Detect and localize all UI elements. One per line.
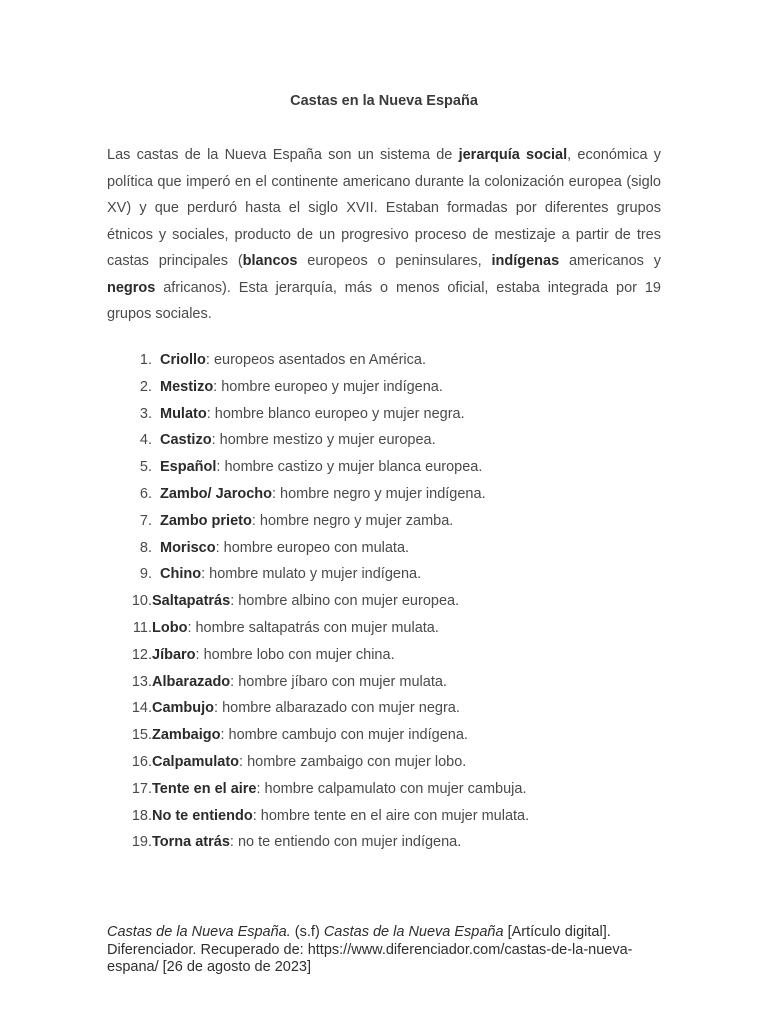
caste-name: Zambaigo [152, 727, 221, 744]
caste-name: Zambo prieto [160, 512, 252, 529]
list-item [122, 401, 682, 428]
document-title: Castas en la Nueva España [290, 93, 478, 109]
list-item-number: 16. [131, 753, 152, 770]
caste-name: No te entiendo [152, 807, 253, 824]
caste-description: : hombre mulato y mujer indígena. [201, 566, 422, 583]
list-item-body [160, 347, 426, 374]
caste-description: : hombre negro y mujer indígena. [272, 485, 486, 502]
caste-name: Español [160, 459, 217, 476]
caste-name: Criollo [160, 352, 206, 368]
intro-paragraph [107, 142, 661, 328]
list-item [122, 669, 682, 696]
list-item-body [160, 508, 453, 535]
list-item-body [152, 776, 527, 803]
caste-description: : hombre mestizo y mujer europea. [211, 432, 436, 449]
list-item-number: 2. [139, 378, 152, 395]
caste-description: : hombre castizo y mujer blanca europea. [216, 459, 483, 476]
list-item [122, 427, 682, 454]
caste-name: Mulato [160, 405, 207, 422]
list-item-number: 6. [139, 485, 152, 502]
list-item-number: 12. [131, 646, 152, 663]
list-item-number: 3. [139, 405, 152, 422]
list-item [122, 615, 682, 642]
caste-name: Zambo/ Jarocho [160, 485, 272, 502]
list-item-number: 14. [131, 700, 152, 717]
intro-bold-term: jerarquía social [458, 147, 568, 163]
caste-description: : hombre jíbaro con mujer mulata. [230, 673, 447, 690]
list-item [122, 803, 682, 830]
caste-description: : hombre albarazado con mujer negra. [214, 700, 460, 717]
list-item [122, 481, 682, 508]
list-item [122, 829, 682, 856]
intro-text: europeos o peninsulares, [297, 253, 492, 269]
caste-name: Albarazado [152, 673, 231, 690]
caste-name: Castizo [160, 432, 212, 449]
castes-list [122, 347, 682, 856]
list-item-body [160, 427, 436, 454]
caste-name: Mestizo [160, 378, 214, 395]
caste-description: : hombre tente en el aire con mujer mulata. [252, 807, 530, 824]
list-item-number: 4. [139, 432, 152, 449]
caste-description: : hombre negro y mujer zamba. [251, 512, 454, 529]
list-item-number: 7. [139, 512, 152, 529]
list-item [122, 561, 682, 588]
list-item-number: 13. [131, 673, 152, 690]
caste-description: : hombre zambaigo con mujer lobo. [239, 753, 467, 770]
citation-text: [Artículo digital]. Diferenciador. Recuperado de: https://www.diferenciador.com/castas-de-la-nueva-espana/ [26 de agosto de 2023] [107, 924, 633, 975]
list-item [122, 347, 682, 374]
citation [107, 924, 667, 977]
list-item-body [152, 669, 447, 696]
caste-name: Lobo [152, 619, 188, 636]
caste-name: Cambujo [152, 700, 215, 717]
list-item-body [160, 481, 486, 508]
list-item [122, 776, 682, 803]
list-item-number: 19. [131, 834, 152, 851]
list-item [122, 454, 682, 481]
caste-name: Morisco [160, 539, 216, 556]
list-item [122, 535, 682, 562]
citation-italic-title: Castas de la Nueva España [323, 924, 504, 940]
intro-bold-term: indígenas [491, 253, 560, 269]
intro-bold-term: blancos [242, 253, 298, 269]
caste-description: : europeos asentados en América. [205, 352, 426, 368]
list-item-body [152, 642, 395, 669]
list-item [122, 749, 682, 776]
intro-text: americanos y [559, 253, 661, 269]
list-item-body [152, 588, 459, 615]
list-item-body [160, 374, 443, 401]
list-item-body [152, 829, 461, 856]
list-item [122, 588, 682, 615]
list-item [122, 374, 682, 401]
caste-description: : hombre calpamulato con mujer cambuja. [256, 780, 527, 797]
list-item-number: 9. [139, 566, 152, 583]
list-item-body [152, 722, 468, 749]
list-item-body [152, 803, 529, 830]
list-item [122, 695, 682, 722]
caste-name: Saltapatrás [152, 593, 231, 610]
list-item-body [160, 535, 409, 562]
list-item-body [152, 749, 466, 776]
caste-description: : hombre europeo y mujer indígena. [213, 378, 443, 395]
citation-italic-title: Castas de la Nueva España. [107, 924, 291, 940]
caste-description: : hombre albino con mujer europea. [230, 593, 460, 610]
list-item-number: 17. [131, 780, 152, 797]
list-item-number: 18. [131, 807, 152, 824]
list-item-number: 11. [132, 619, 152, 636]
intro-text: Las castas de la Nueva España son un sistema de [107, 147, 459, 163]
list-item-number: 15. [131, 727, 152, 744]
citation-text: (s.f) [290, 924, 324, 940]
caste-name: Chino [160, 566, 202, 583]
list-item-body [152, 695, 460, 722]
list-item-body [160, 561, 421, 588]
caste-description: : hombre saltapatrás con mujer mulata. [187, 619, 439, 636]
list-item-body [152, 615, 439, 642]
caste-name: Tente en el aire [152, 780, 257, 797]
caste-name: Torna atrás [152, 834, 230, 851]
caste-description: : hombre europeo con mulata. [215, 539, 410, 556]
list-item [122, 508, 682, 535]
caste-description: : no te entiendo con mujer indígena. [229, 834, 462, 851]
intro-bold-term: negros [107, 279, 156, 296]
list-item-number: 10. [131, 593, 152, 610]
intro-text: , económica y política que imperó en el continente americano durante la colonización europea (siglo XV) y que perduró hasta el siglo XVII. Estaban formadas por diferentes grupos étnicos y sociales, producto de un progresivo proceso de mestizaje a partir de tres castas principales ( [107, 147, 661, 269]
list-item-number: 1. [139, 352, 152, 368]
caste-description: : hombre blanco europeo y mujer negra. [206, 405, 465, 422]
caste-name: Calpamulato [152, 753, 240, 770]
caste-name: Jíbaro [152, 646, 196, 663]
caste-description: : hombre lobo con mujer china. [195, 646, 395, 663]
caste-description: : hombre cambujo con mujer indígena. [220, 727, 468, 744]
list-item-number: 8. [139, 539, 152, 556]
list-item [122, 722, 682, 749]
list-item-body [160, 454, 482, 481]
list-item-number: 5. [139, 459, 152, 476]
list-item-body [160, 401, 465, 428]
list-item [122, 642, 682, 669]
intro-text: africanos). Esta jerarquía, más o menos oficial, estaba integrada por 19 grupos sociales. [107, 279, 661, 322]
